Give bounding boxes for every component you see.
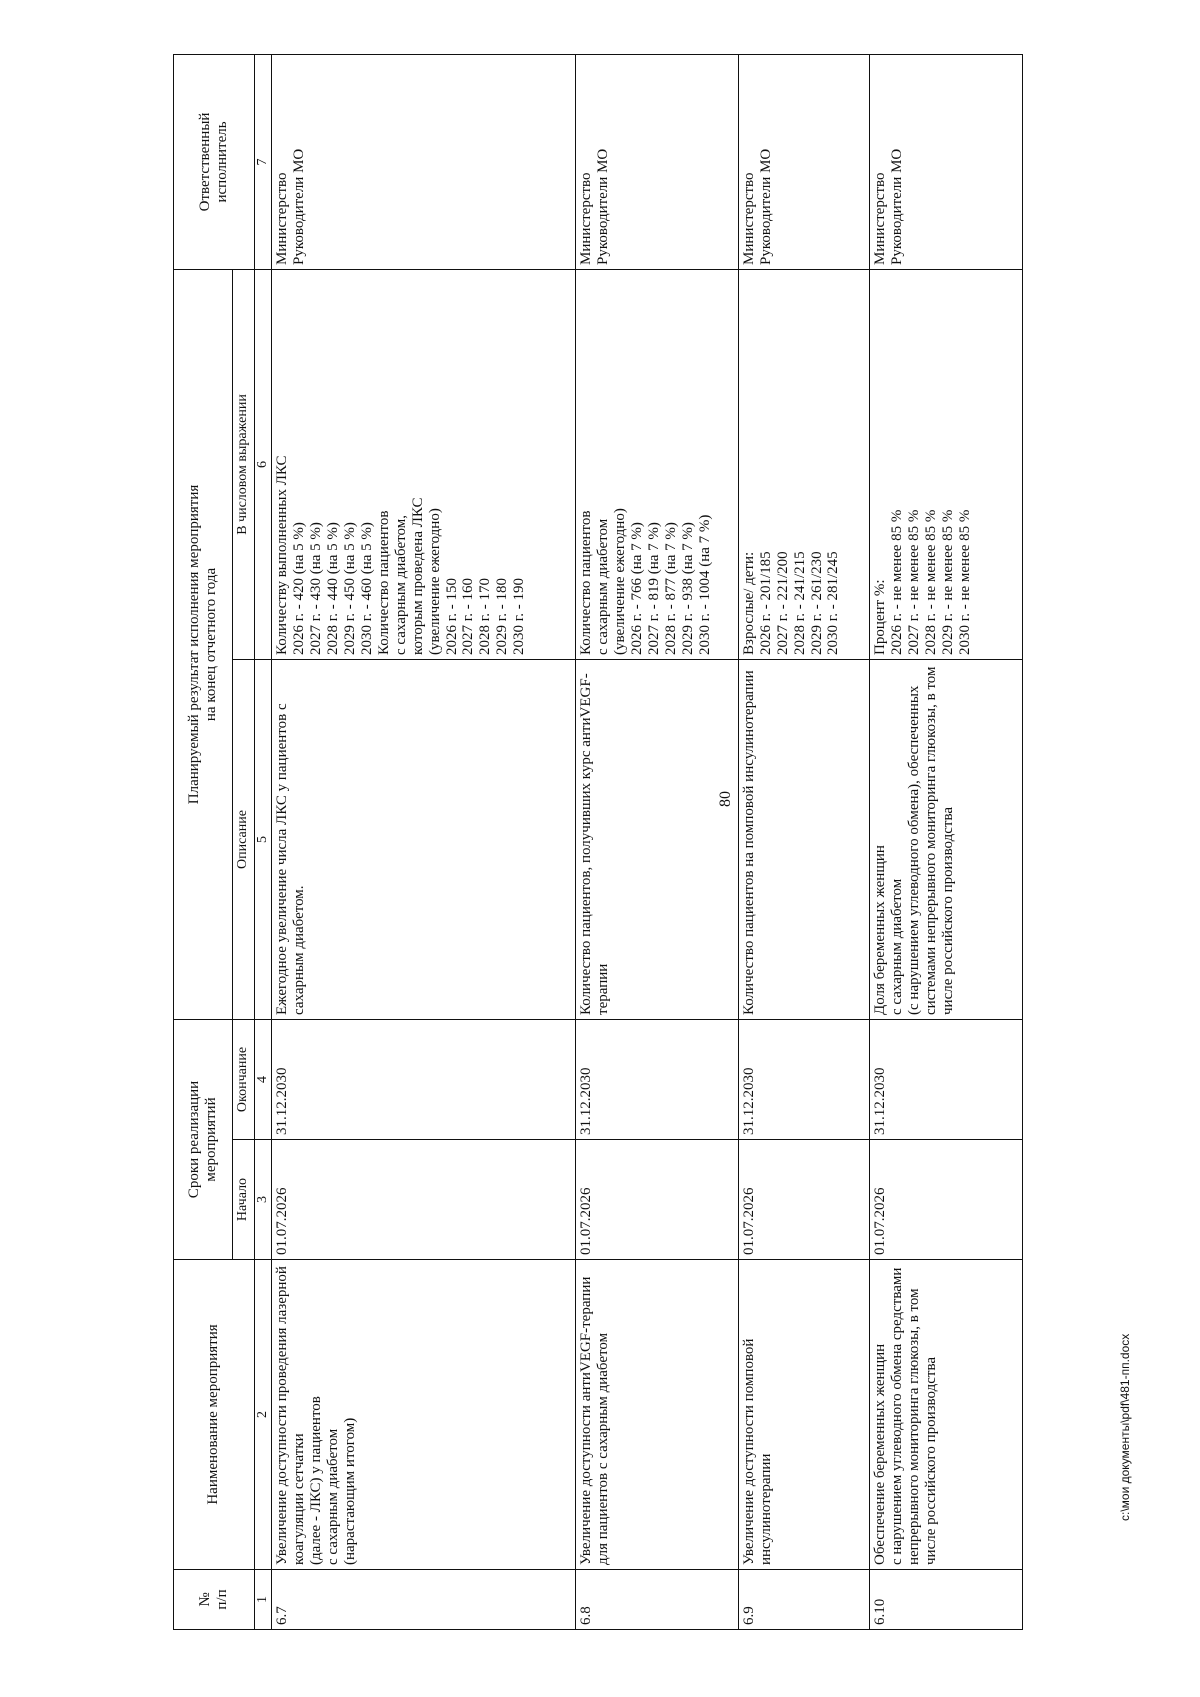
row-num: 6.7 [272, 1570, 576, 1630]
row-value: Количеству выполненных ЛКС 2026 г. - 420 (на 5 %) 2027 г. - 430 (на 5 %) 2028 г. - 440 (на 5 %) 2029 г. - 450 (на 5 %) 2030 г. - 460 (на 5 %) Количество пациентов с сахарным диабетом, которым проведена ЛКС (увеличение ежегодно) 2026 г. - 150 2027 г. - 160 2028 г. - 170 2029 г. - 180 2030 г. - 190 [272, 269, 576, 659]
column-number: 2 [254, 1260, 272, 1570]
header-num: № п/п [174, 1570, 255, 1630]
table-wrapper [173, 55, 1023, 1630]
table-row [272, 54, 576, 1629]
header-description: Описание [232, 659, 254, 1019]
row-name: Увеличение доступности проведения лазерной коагуляции сетчатки (далее - ЛКС) у пациентов с сахарным диабетом (нарастающим итогом) [272, 1260, 576, 1570]
row-start: 01.07.2026 [576, 1140, 739, 1260]
row-responsible: Министерство Руководители МО [576, 54, 739, 269]
row-name: Обеспечение беременных женщин с нарушением углеводного обмена средствами непрерывного мониторинга глюкозы, в том числе российского производства [869, 1260, 1022, 1570]
row-responsible: Министерство Руководители МО [869, 54, 1022, 269]
header-row-1 [174, 54, 233, 1629]
header-terms: Сроки реализации мероприятий [174, 1019, 233, 1259]
row-num: 6.10 [869, 1570, 1022, 1630]
row-end: 31.12.2030 [869, 1019, 1022, 1139]
table-row [576, 54, 739, 1629]
activities-table [173, 54, 1023, 1630]
header-name: Наименование мероприятия [174, 1260, 255, 1570]
row-responsible: Министерство Руководители МО [272, 54, 576, 269]
column-number: 1 [254, 1570, 272, 1630]
header-value: В числовом выражении [232, 269, 254, 659]
row-description: Количество пациентов, получивших курс антиVEGF-терапии [576, 659, 739, 1019]
row-start: 01.07.2026 [272, 1140, 576, 1260]
column-number: 6 [254, 269, 272, 659]
row-description: Доля беременных женщин с сахарным диабетом (с нарушением углеводного обмена), обеспеченных системами непрерывного мониторинга глюкозы, в том числе российского производства [869, 659, 1022, 1019]
rotated-table-container [173, 55, 1023, 1630]
table-row [869, 54, 1022, 1629]
column-numbers-row [254, 54, 272, 1629]
column-number: 3 [254, 1140, 272, 1260]
row-description: Ежегодное увеличение числа ЛКС у пациентов с сахарным диабетом. [272, 659, 576, 1019]
header-end: Окончание [232, 1019, 254, 1139]
row-name: Увеличение доступности антиVEGF-терапии для пациентов с сахарным диабетом [576, 1260, 739, 1570]
row-description: Количество пациентов на помповой инсулинотерапии [738, 659, 869, 1019]
row-end: 31.12.2030 [576, 1019, 739, 1139]
row-num: 6.8 [576, 1570, 739, 1630]
column-number: 7 [254, 54, 272, 269]
header-start: Начало [232, 1140, 254, 1260]
footer-file-path: c:\мои документы\pdf\481-пп.docx [1118, 1333, 1132, 1521]
header-result: Планируемый результат исполнения мероприятия на конец отчетного года [174, 269, 233, 1019]
row-value: Процент %: 2026 г. - не менее 85 % 2027 г. - не менее 85 % 2028 г. - не менее 85 % 2029 г. - не менее 85 % 2030 г. - не менее 85 % [869, 269, 1022, 659]
row-end: 31.12.2030 [738, 1019, 869, 1139]
row-value: Количество пациентов с сахарным диабетом (увеличение ежегодно) 2026 г. - 766 (на 7 %) 2027 г. - 819 (на 7 %) 2028 г. - 877 (на 7 %) 2029 г. - 938 (на 7 %) 2030 г. - 1004 (на 7 %) [576, 269, 739, 659]
column-number: 4 [254, 1019, 272, 1139]
row-name: Увеличение доступности помповой инсулинотерапии [738, 1260, 869, 1570]
row-value: Взрослые/ дети: 2026 г. - 201/185 2027 г. - 221/200 2028 г. - 241/215 2029 г. - 261/230 2030 г. - 281/245 [738, 269, 869, 659]
header-responsible: Ответственный исполнитель [174, 54, 255, 269]
column-number: 5 [254, 659, 272, 1019]
row-responsible: Министерство Руководители МО [738, 54, 869, 269]
row-start: 01.07.2026 [869, 1140, 1022, 1260]
row-end: 31.12.2030 [272, 1019, 576, 1139]
row-num: 6.9 [738, 1570, 869, 1630]
row-start: 01.07.2026 [738, 1140, 869, 1260]
table-row [738, 54, 869, 1629]
page-number: 80 [717, 791, 734, 807]
